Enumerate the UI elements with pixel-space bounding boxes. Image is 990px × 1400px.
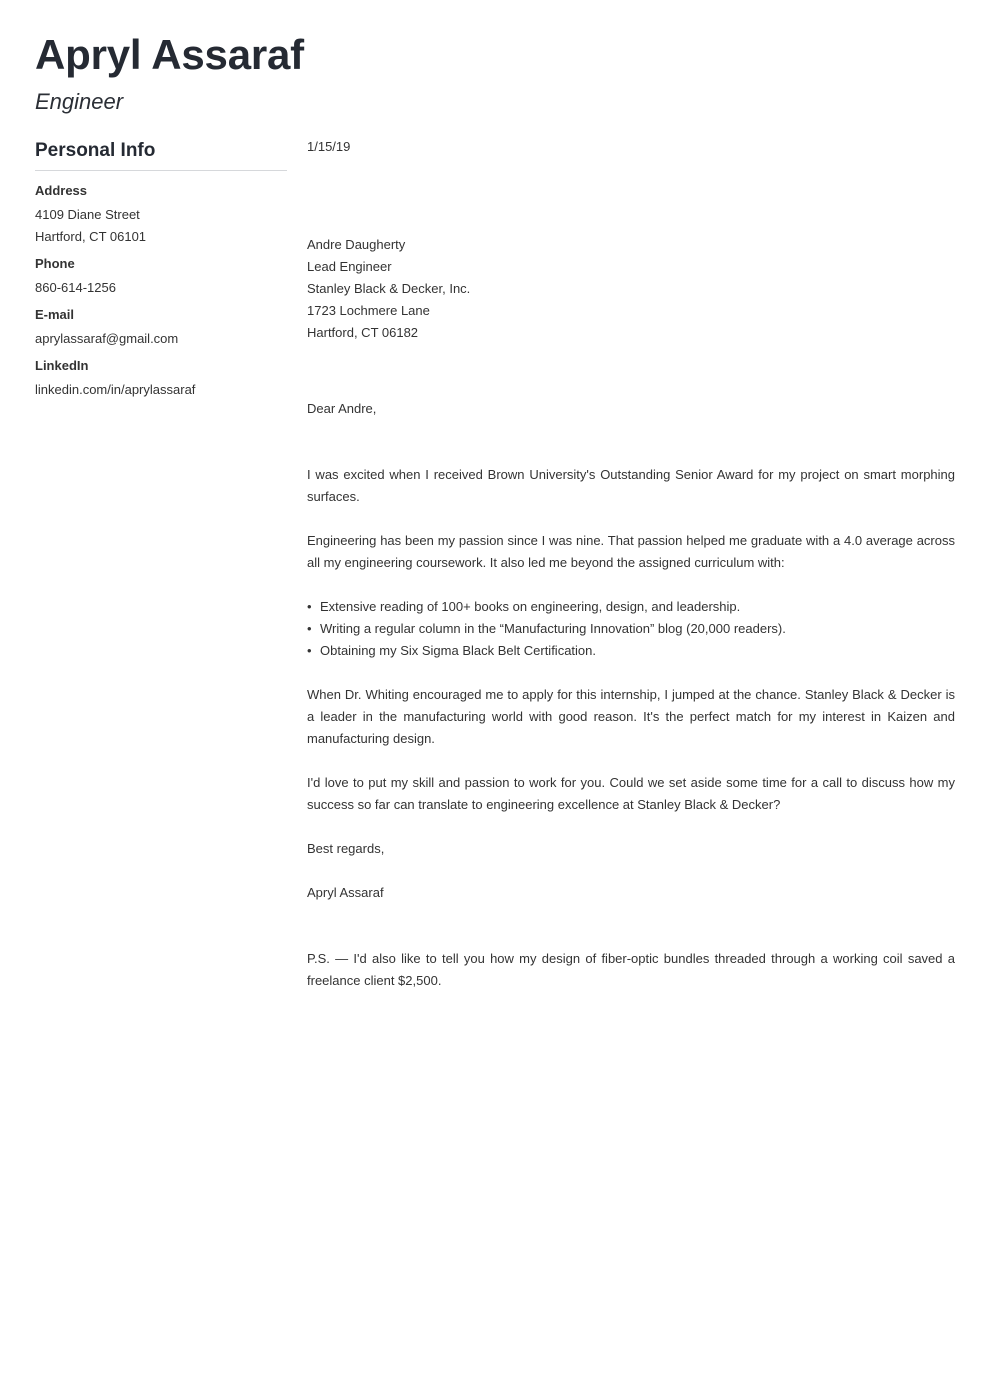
paragraph-call-to-action: I'd love to put my skill and passion to work for you. Could we set aside some time for a call to discuss how my success so far can translate to engineering excellence at Stanley Black & Decker? bbox=[307, 775, 955, 812]
closing: Best regards, bbox=[307, 841, 385, 856]
letter-date: 1/15/19 bbox=[307, 139, 351, 154]
phone-value: 860-614-1256 bbox=[35, 280, 116, 295]
paragraph-passion: Engineering has been my passion since I was nine. That passion helped me graduate with a 4.0 average across all my engineering coursework. It also led me beyond the assigned curriculum with: bbox=[307, 533, 955, 570]
list-item-text: Extensive reading of 100+ books on engineering, design, and leadership. bbox=[320, 599, 741, 614]
recipient-title: Lead Engineer bbox=[307, 259, 392, 274]
personal-info-sidebar bbox=[35, 137, 287, 401]
bullet-icon: • bbox=[307, 599, 312, 614]
list-item bbox=[307, 596, 955, 618]
applicant-name: Apryl Assaraf bbox=[35, 31, 304, 78]
linkedin-value[interactable]: linkedin.com/in/aprylassaraf bbox=[35, 382, 196, 397]
salutation: Dear Andre, bbox=[307, 401, 377, 416]
resume-header bbox=[35, 30, 304, 116]
list-item-text: Obtaining my Six Sigma Black Belt Certification. bbox=[320, 643, 596, 658]
recipient-company: Stanley Black & Decker, Inc. bbox=[307, 281, 471, 296]
cover-letter-body bbox=[307, 136, 955, 992]
recipient-street: 1723 Lochmere Lane bbox=[307, 303, 430, 318]
address-label: Address bbox=[35, 183, 88, 198]
applicant-job-title: Engineer bbox=[35, 89, 124, 114]
email-value[interactable]: aprylassaraf@gmail.com bbox=[35, 331, 179, 346]
address-line1: 4109 Diane Street bbox=[35, 207, 140, 222]
list-item bbox=[307, 618, 955, 640]
phone-group bbox=[35, 256, 287, 299]
linkedin-label: LinkedIn bbox=[35, 358, 89, 373]
linkedin-group bbox=[35, 358, 287, 401]
email-group bbox=[35, 307, 287, 350]
bullet-icon: • bbox=[307, 643, 312, 658]
paragraph-intro: I was excited when I received Brown University's Outstanding Senior Award for my project on smart morphing surfaces. bbox=[307, 467, 955, 504]
list-item bbox=[307, 640, 955, 662]
achievements-list bbox=[307, 596, 955, 662]
list-item-text: Writing a regular column in the “Manufacturing Innovation” blog (20,000 readers). bbox=[320, 621, 786, 636]
address-line2: Hartford, CT 06101 bbox=[35, 229, 147, 244]
phone-label: Phone bbox=[35, 256, 75, 271]
bullet-icon: • bbox=[307, 621, 312, 636]
recipient-block bbox=[307, 234, 955, 344]
signature: Apryl Assaraf bbox=[307, 885, 384, 900]
recipient-city: Hartford, CT 06182 bbox=[307, 325, 419, 340]
personal-info-heading: Personal Info bbox=[35, 137, 287, 171]
recipient-name: Andre Daugherty bbox=[307, 237, 406, 252]
address-group bbox=[35, 183, 287, 248]
postscript: P.S. — I'd also like to tell you how my design of fiber-optic bundles threaded through a working coil saved a freelance client $2,500. bbox=[307, 951, 955, 988]
paragraph-internship: When Dr. Whiting encouraged me to apply for this internship, I jumped at the chance. Stanley Black & Decker is a leader in the manufacturing world with good reason. It's the perfect match for my interest in Kaizen and manufacturing design. bbox=[307, 687, 955, 746]
email-label: E-mail bbox=[35, 307, 75, 322]
